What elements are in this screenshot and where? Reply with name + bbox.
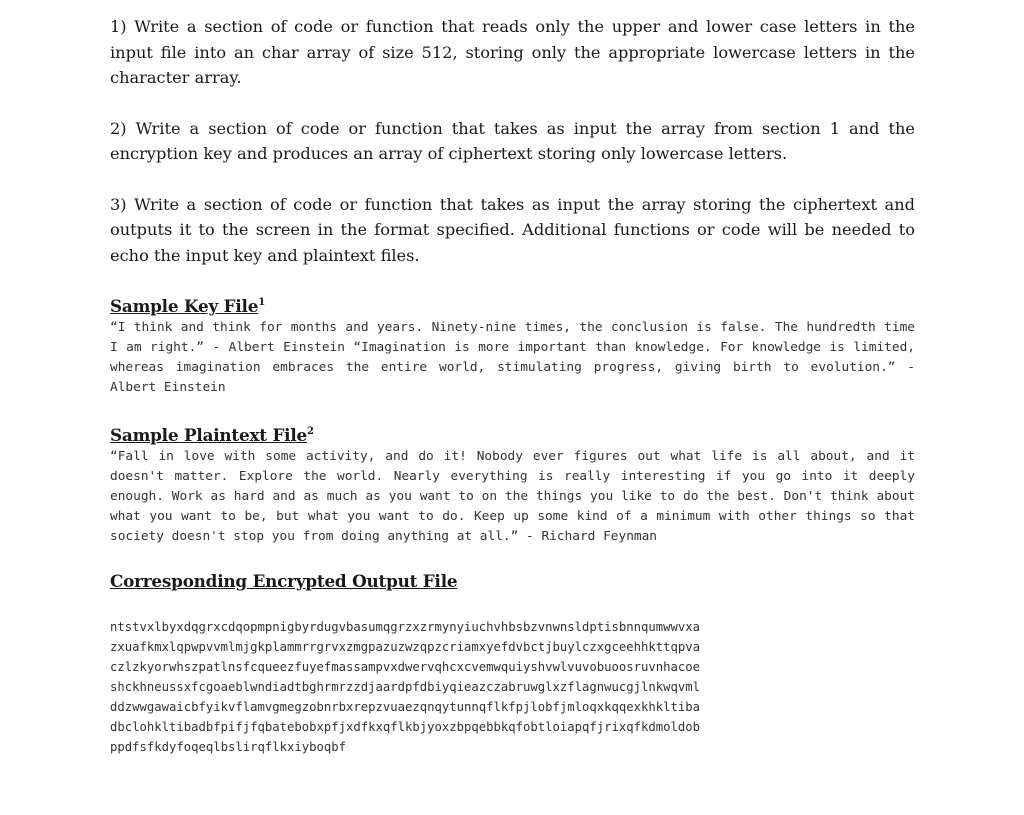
plaintext-file-heading: Sample Plaintext File$^2$ xyxy=(110,425,314,445)
cipher-line: ntstvxlbyxdqgrxcdqopmpnigbyrdugvbasumqgrzxzrmynyiuchvhbsbzvnwnsldptisbnnqumwwvxa xyxy=(110,620,701,634)
cipher-line: dbclohkltibadbfpifjfqbatebobxpfjxdfkxqflkbjyoxzbpqebbkqfobtloiapqfjrixqfkdmoldob xyxy=(110,720,701,734)
encrypted-output-heading: Corresponding Encrypted Output File xyxy=(110,571,458,591)
cipher-line: ppdfsfkdyfoqeqlbslirqflkxiyboqbf xyxy=(110,740,347,754)
cipher-line: ddzwwgawaicbfyikvflamvgmegzobnrbxrepzvuaezqnqytunnqflkfpjlobfjmloqxkqqexkhkltiba xyxy=(110,700,701,714)
encrypted-output-block xyxy=(110,617,870,757)
plaintext-file-title: Sample Plaintext File xyxy=(110,425,307,445)
cipher-line: zxuafkmxlqpwpvvmlmjgkplammrrgrvxzmgpazuzwzqpzcriamxyefdvbctjbuylczxgceehhkttqpva xyxy=(110,640,701,654)
cipher-line: czlzkyorwhszpatlnsfcqueezfuyefmassampvxdwervqhcxcvemwquiyshvwlvuvobuoosruvnhacoe xyxy=(110,660,701,674)
document-page xyxy=(110,14,915,757)
plaintext-file-text: “Fall in love with some activity, and do it! Nobody ever figures out what life is all about, and it doesn't matter. Explore the world. Nearly everything is really interesting if you go into it deeply enough. Work as hard and as much as you want to on the things you like to do the best. Don't think about what you want to be, but what you want to do. Keep up some kind of a minimum with other things so that society doesn't stop you from doing anything at all.” - Richard Feynman xyxy=(110,449,915,544)
instruction-3: 3) Write a section of code or function that takes as input the array storing the ciphertext and outputs it to the screen in the format specified. Additional functions or code will be needed to echo the input key and plaintext files. xyxy=(110,194,915,265)
key-file-title: Sample Key File xyxy=(110,296,259,316)
key-file-text: “I think and think for months and years. Ninety-nine times, the conclusion is false. The hundredth time I am right.” - Albert Einstein “Imagination is more important than knowledge. For knowledge is limited, whereas imagination embraces the entire world, stimulating progress, giving birth to evolution.” - Albert Einstein xyxy=(110,320,915,395)
instruction-2: 2) Write a section of code or function that takes as input the array from section 1 and the encryption key and produces an array of ciphertext storing only lowercase letters. xyxy=(110,118,915,163)
instruction-1: 1) Write a section of code or function that reads only the upper and lower case letters in the input file into an char array of size 512, storing only the appropriate lowercase letters in the character array. xyxy=(110,17,915,87)
key-file-heading: Sample Key File$^1$ xyxy=(110,296,265,316)
cipher-line: shckhneussxfcgoaeblwndiadtbghrmrzzdjaardpfdbiyqieazczabruwglxzflagnwucgjlnkwqvml xyxy=(110,680,701,694)
